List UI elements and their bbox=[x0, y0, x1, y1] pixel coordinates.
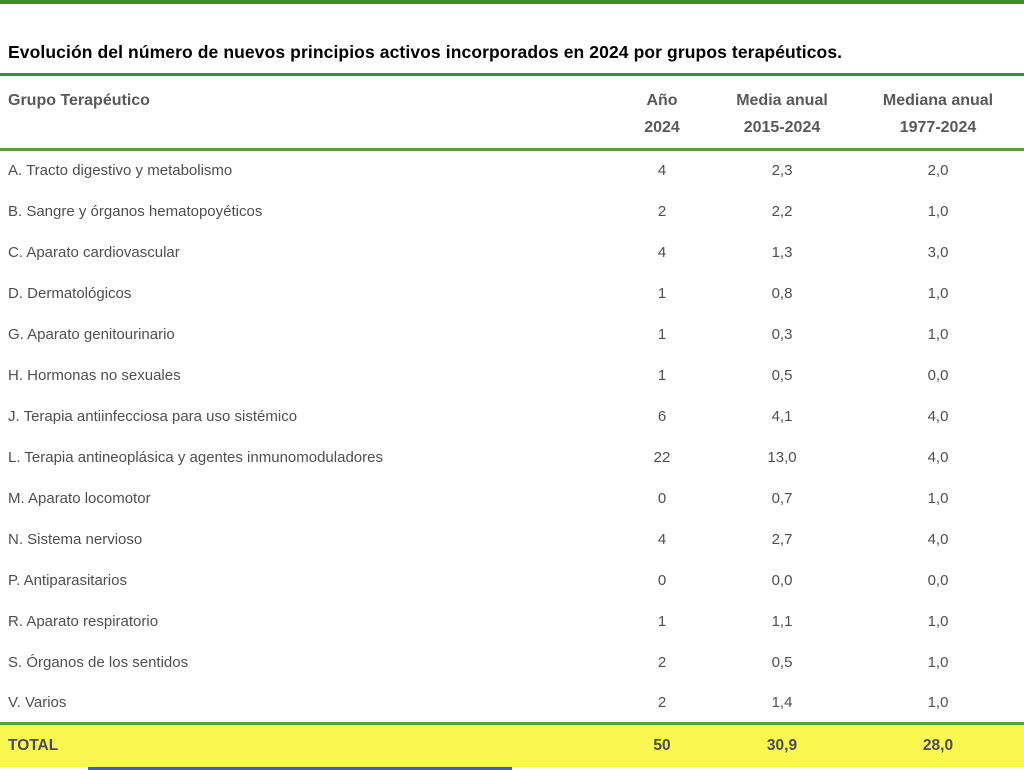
cell-grupo: H. Hormonas no sexuales bbox=[8, 366, 181, 384]
table-row bbox=[0, 437, 1024, 478]
cell-ano: 2 bbox=[657, 202, 667, 220]
cell-media: 0,5 bbox=[771, 366, 793, 384]
table-row bbox=[0, 683, 1024, 724]
table-row bbox=[0, 396, 1024, 437]
cell-ano: 6 bbox=[657, 407, 667, 425]
total-row bbox=[0, 724, 1024, 767]
cell-media: 0,8 bbox=[771, 284, 793, 302]
cell-grupo: J. Terapia antiinfecciosa para uso sistémico bbox=[8, 407, 298, 425]
cell-media: 0,3 bbox=[771, 325, 793, 343]
cell-media: 0,0 bbox=[771, 571, 793, 589]
cell-media: 2,2 bbox=[771, 202, 793, 220]
cell-ano: 1 bbox=[657, 366, 667, 384]
column-header-ano-line2: 2024 bbox=[644, 119, 680, 136]
table-body bbox=[0, 150, 1024, 724]
table-row bbox=[0, 478, 1024, 519]
table-row bbox=[0, 191, 1024, 232]
cell-mediana: 1,0 bbox=[927, 612, 949, 630]
cell-ano: 1 bbox=[657, 612, 667, 630]
cell-grupo: A. Tracto digestivo y metabolismo bbox=[8, 162, 233, 180]
cell-ano: 4 bbox=[657, 162, 667, 180]
column-header-media-anual bbox=[712, 76, 852, 150]
table-row bbox=[0, 519, 1024, 560]
cell-mediana: 0,0 bbox=[927, 571, 949, 589]
column-header-mediana-line2: 1977-2024 bbox=[899, 119, 977, 136]
cell-grupo: S. Órganos de los sentidos bbox=[8, 653, 189, 671]
cell-grupo: P. Antiparasitarios bbox=[8, 571, 127, 589]
table-row bbox=[0, 232, 1024, 273]
cell-media: 1,4 bbox=[771, 693, 793, 711]
cell-grupo: L. Terapia antineoplásica y agentes inmunomoduladores bbox=[8, 448, 383, 466]
cell-media: 0,7 bbox=[771, 489, 793, 507]
column-header-ano-line1: Año bbox=[646, 92, 678, 109]
cell-mediana: 3,0 bbox=[927, 243, 949, 261]
cell-mediana: 1,0 bbox=[927, 325, 949, 343]
table-row bbox=[0, 601, 1024, 642]
total-label: TOTAL bbox=[0, 724, 612, 767]
cell-media: 2,7 bbox=[771, 530, 793, 548]
cell-media: 1,3 bbox=[771, 243, 793, 261]
column-header-mediana-line1: Mediana anual bbox=[882, 92, 994, 109]
cell-grupo: C. Aparato cardiovascular bbox=[8, 243, 180, 261]
table-row bbox=[0, 355, 1024, 396]
cell-ano: 2 bbox=[657, 653, 667, 671]
cell-media: 1,1 bbox=[771, 612, 793, 630]
column-header-media-line1: Media anual bbox=[736, 92, 828, 109]
cell-mediana: 4,0 bbox=[927, 448, 949, 466]
cell-grupo: N. Sistema nervioso bbox=[8, 530, 143, 548]
cell-mediana: 1,0 bbox=[927, 693, 949, 711]
cell-mediana: 1,0 bbox=[927, 653, 949, 671]
table-row bbox=[0, 273, 1024, 314]
table-footer bbox=[0, 724, 1024, 767]
cell-ano: 4 bbox=[657, 530, 667, 548]
table-row bbox=[0, 314, 1024, 355]
cell-media: 2,3 bbox=[771, 162, 793, 180]
header-row bbox=[0, 76, 1024, 150]
cell-media: 13,0 bbox=[767, 448, 797, 466]
cell-ano: 0 bbox=[657, 571, 667, 589]
cell-grupo: B. Sangre y órganos hematopoyéticos bbox=[8, 202, 263, 220]
cell-grupo: M. Aparato locomotor bbox=[8, 489, 151, 507]
column-header-mediana-anual bbox=[852, 76, 1024, 150]
column-header-ano-2024 bbox=[612, 76, 712, 150]
column-header-grupo-label: Grupo Terapéutico bbox=[8, 92, 150, 109]
cell-ano: 4 bbox=[657, 243, 667, 261]
total-ano-2024: 50 bbox=[612, 724, 712, 767]
table-header bbox=[0, 76, 1024, 150]
cell-ano: 1 bbox=[657, 325, 667, 343]
cell-media: 0,5 bbox=[771, 653, 793, 671]
cell-ano: 0 bbox=[657, 489, 667, 507]
table-row bbox=[0, 642, 1024, 683]
cell-grupo: D. Dermatológicos bbox=[8, 284, 132, 302]
cell-mediana: 1,0 bbox=[927, 202, 949, 220]
cell-mediana: 4,0 bbox=[927, 407, 949, 425]
cell-ano: 1 bbox=[657, 284, 667, 302]
total-mediana-anual: 28,0 bbox=[852, 724, 1024, 767]
cell-ano: 2 bbox=[657, 693, 667, 711]
cell-media: 4,1 bbox=[771, 407, 793, 425]
cell-ano: 22 bbox=[653, 448, 671, 466]
table-row bbox=[0, 560, 1024, 601]
total-media-anual: 30,9 bbox=[712, 724, 852, 767]
cell-grupo: G. Aparato genitourinario bbox=[8, 325, 175, 343]
cell-grupo: V. Varios bbox=[8, 693, 67, 711]
page-title: Evolución del número de nuevos principios activos incorporados en 2024 por grupos terapéuticos. bbox=[8, 42, 843, 62]
therapeutic-groups-table bbox=[0, 76, 1024, 767]
cell-mediana: 2,0 bbox=[927, 162, 949, 180]
cell-grupo: R. Aparato respiratorio bbox=[8, 612, 159, 630]
column-header-grupo bbox=[0, 76, 612, 150]
column-header-media-line2: 2015-2024 bbox=[743, 119, 821, 136]
table-row bbox=[0, 150, 1024, 191]
cell-mediana: 0,0 bbox=[927, 366, 949, 384]
cell-mediana: 1,0 bbox=[927, 489, 949, 507]
cell-mediana: 4,0 bbox=[927, 530, 949, 548]
cell-mediana: 1,0 bbox=[927, 284, 949, 302]
